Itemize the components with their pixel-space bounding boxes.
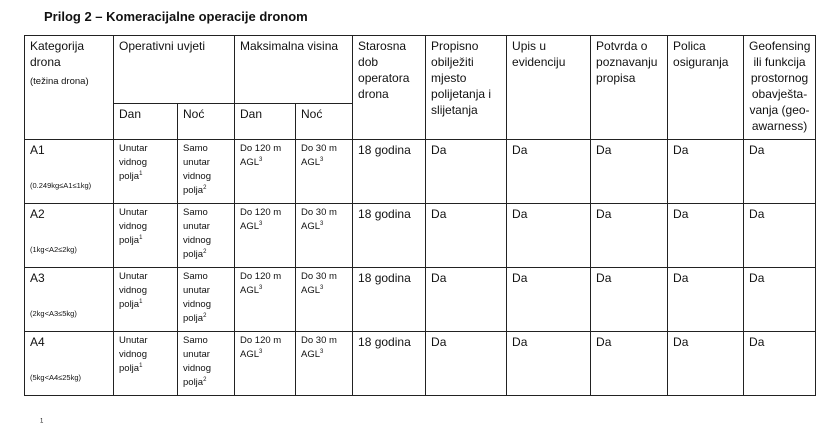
footnote-ref: 2 — [203, 248, 207, 255]
header-propisno: Propisno obilježiti mjesto polijetanja i slijetanja — [426, 36, 507, 140]
footnote-ref: 3 — [259, 220, 263, 227]
header-row — [25, 36, 816, 104]
header-operativni: Operativni uvjeti — [114, 36, 235, 104]
footnote — [40, 419, 43, 428]
upis-value: Da — [507, 204, 591, 268]
footnote-ref: 2 — [203, 184, 207, 191]
potvrda-value: Da — [591, 268, 668, 332]
table-row — [25, 204, 816, 268]
footnote-ref: 3 — [320, 220, 324, 227]
header-upis: Upis u evidenciju — [507, 36, 591, 140]
footnote-ref: 1 — [139, 234, 143, 241]
footnote-ref: 3 — [320, 284, 324, 291]
propisno-value: Da — [426, 268, 507, 332]
footnote-ref: 2 — [203, 312, 207, 319]
footnote-ref: 3 — [320, 156, 324, 163]
category-cell — [25, 140, 114, 204]
footnote-ref: 3 — [259, 156, 263, 163]
night-height — [296, 204, 353, 268]
day-height-text: Do 120 m AGL — [240, 271, 282, 296]
table-row — [25, 332, 816, 396]
subheader-dan-visina: Dan — [235, 104, 296, 140]
category-cell — [25, 332, 114, 396]
category-weight: (0.249kg≤A1≤1kg) — [30, 181, 92, 190]
header-polica: Polica osiguranja — [668, 36, 744, 140]
header-kategorija-note: (težina drona) — [30, 76, 89, 87]
night-height-text: Do 30 m AGL — [301, 335, 337, 360]
night-height-text: Do 30 m AGL — [301, 207, 337, 232]
footnote-ref: 2 — [203, 376, 207, 383]
polica-value: Da — [668, 332, 744, 396]
header-kategorija-label: Kategorija drona — [30, 39, 85, 69]
upis-value: Da — [507, 332, 591, 396]
table-row — [25, 268, 816, 332]
page-title: Prilog 2 – Komeracijalne operacije dronom — [44, 9, 308, 24]
day-condition-text: Unutar vidnog polja — [119, 271, 148, 310]
operator-age: 18 godina — [353, 204, 426, 268]
day-condition — [114, 268, 178, 332]
night-height — [296, 268, 353, 332]
potvrda-value: Da — [591, 332, 668, 396]
category-weight: (1kg<A2≤2kg) — [30, 245, 77, 254]
geo-value: Da — [744, 204, 816, 268]
day-condition-text: Unutar vidnog polja — [119, 335, 148, 374]
polica-value: Da — [668, 204, 744, 268]
night-condition-text: Samo unutar vidnog polja — [183, 271, 211, 324]
potvrda-value: Da — [591, 204, 668, 268]
night-condition-text: Samo unutar vidnog polja — [183, 143, 211, 196]
category-weight: (2kg<A3≤5kg) — [30, 309, 77, 318]
footnote-ref: 1 — [139, 298, 143, 305]
night-height — [296, 332, 353, 396]
upis-value: Da — [507, 140, 591, 204]
day-height-text: Do 120 m AGL — [240, 143, 282, 168]
header-maks-visina: Maksimalna visina — [235, 36, 353, 104]
subheader-noc-visina: Noć — [296, 104, 353, 140]
day-condition-text: Unutar vidnog polja — [119, 207, 148, 246]
upis-value: Da — [507, 268, 591, 332]
day-condition — [114, 332, 178, 396]
category-label: A2 — [30, 207, 45, 221]
category-cell — [25, 268, 114, 332]
footnote-ref: 1 — [139, 362, 143, 369]
footnote-ref: 1 — [139, 170, 143, 177]
night-condition — [178, 140, 235, 204]
night-condition — [178, 204, 235, 268]
day-height — [235, 268, 296, 332]
operator-age: 18 godina — [353, 140, 426, 204]
subheader-noc-operativni: Noć — [178, 104, 235, 140]
footnote-marker: 1 — [40, 418, 44, 425]
day-condition — [114, 140, 178, 204]
header-kategorija — [25, 36, 114, 140]
category-label: A3 — [30, 271, 45, 285]
geo-value: Da — [744, 140, 816, 204]
table-row — [25, 140, 816, 204]
operator-age: 18 godina — [353, 332, 426, 396]
category-weight: (5kg<A4≤25kg) — [30, 373, 82, 382]
footnote-ref: 3 — [259, 348, 263, 355]
polica-value: Da — [668, 268, 744, 332]
header-starosna-dob: Starosna dob operatora drona — [353, 36, 426, 140]
subheader-dan-operativni: Dan — [114, 104, 178, 140]
header-potvrda: Potvrda o poznavanju propisa — [591, 36, 668, 140]
drone-operations-table — [24, 35, 816, 396]
day-condition-text: Unutar vidnog polja — [119, 143, 148, 182]
night-height — [296, 140, 353, 204]
operator-age: 18 godina — [353, 268, 426, 332]
day-height — [235, 204, 296, 268]
geo-value: Da — [744, 268, 816, 332]
category-cell — [25, 204, 114, 268]
footnote-ref: 3 — [259, 284, 263, 291]
geo-value: Da — [744, 332, 816, 396]
footnote-ref: 3 — [320, 348, 324, 355]
propisno-value: Da — [426, 204, 507, 268]
night-height-text: Do 30 m AGL — [301, 143, 337, 168]
night-condition-text: Samo unutar vidnog polja — [183, 335, 211, 388]
potvrda-value: Da — [591, 140, 668, 204]
day-height-text: Do 120 m AGL — [240, 207, 282, 232]
day-height — [235, 332, 296, 396]
category-label: A1 — [30, 143, 45, 157]
night-condition — [178, 332, 235, 396]
night-condition — [178, 268, 235, 332]
category-label: A4 — [30, 335, 45, 349]
propisno-value: Da — [426, 332, 507, 396]
night-condition-text: Samo unutar vidnog polja — [183, 207, 211, 260]
header-geofensing: Geofensing ili funkcija prostornog obavješta-vanja (geo-awarness) — [744, 36, 816, 140]
propisno-value: Da — [426, 140, 507, 204]
day-height-text: Do 120 m AGL — [240, 335, 282, 360]
day-condition — [114, 204, 178, 268]
polica-value: Da — [668, 140, 744, 204]
night-height-text: Do 30 m AGL — [301, 271, 337, 296]
day-height — [235, 140, 296, 204]
